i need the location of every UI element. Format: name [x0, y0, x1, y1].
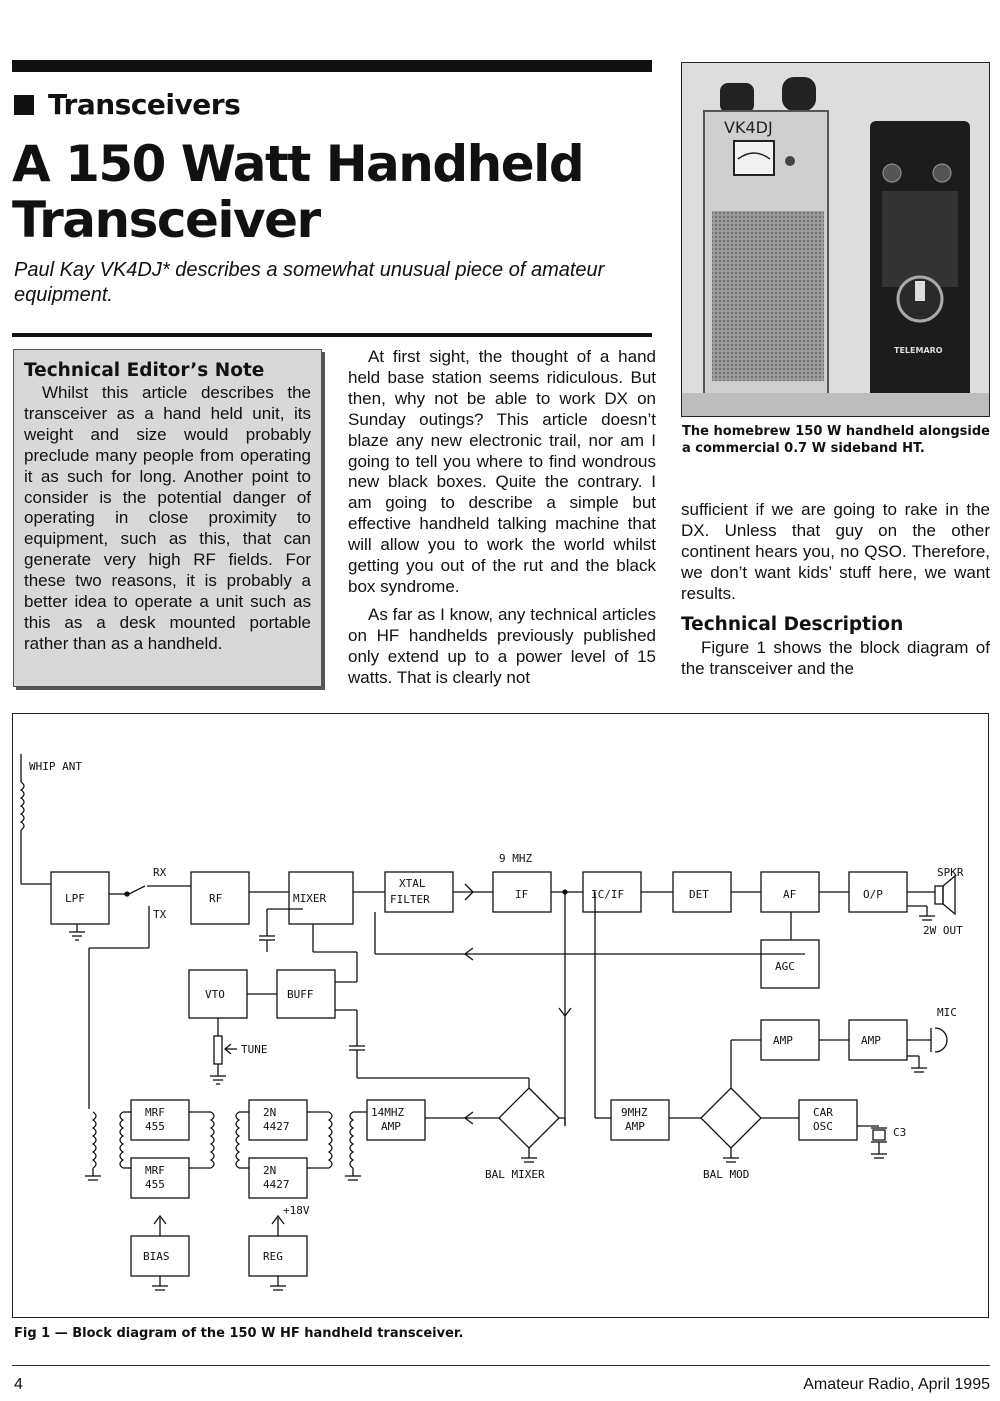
block-xtal-label-1: XTAL	[399, 877, 426, 890]
label-c3: C3	[893, 1126, 907, 1139]
block-buff-label: BUFF	[287, 988, 314, 1001]
block-car-label-2: OSC	[813, 1120, 833, 1133]
section-label: Transceivers	[48, 88, 241, 121]
title-rule	[12, 333, 652, 337]
block-2n-b-label-2: 4427	[263, 1178, 290, 1191]
block-rf-label: RF	[209, 892, 223, 905]
section-heading	[14, 88, 240, 121]
block-mrf-b-label-1: MRF	[145, 1164, 165, 1177]
article-column-3	[681, 500, 990, 680]
editor-note-box	[13, 349, 322, 687]
paragraph: As far as I know, any technical articles on HF handhelds previously published only extend up to a power level of 15 watts. That is clearly not	[348, 604, 656, 687]
photo-callsign: VK4DJ	[724, 118, 773, 137]
block-det-label: DET	[689, 888, 709, 901]
label-bal-mixer: BAL MIXER	[485, 1168, 545, 1181]
block-if-label: IF	[515, 888, 529, 901]
block-2n-a-label-1: 2N	[263, 1106, 277, 1119]
block-9mhz-label-2: AMP	[625, 1120, 645, 1133]
block-mrf-b-label-2: 455	[145, 1178, 165, 1191]
block-agc-label: AGC	[775, 960, 795, 973]
block-2n-a-label-2: 4427	[263, 1120, 290, 1133]
label-bal-mod: BAL MOD	[703, 1168, 750, 1181]
label-spkr: SPKR	[937, 866, 964, 879]
paragraph: At first sight, the thought of a hand held base station seems ridiculous. But then, why not be able to work DX on Sunday outings? This article doesn’t blaze any new electronic trail, nor am I going to tell you where to find wondrous new black boxes. Quite the contrary. I am going to describe a simple but effective handheld talking machine that will allow you to work the world whilst getting you out of the rut and the black box syndrome.	[348, 347, 656, 596]
block-diagram-svg	[13, 714, 988, 1317]
block-14mhz-label-2: AMP	[381, 1120, 401, 1133]
figure-caption: Fig 1 — Block diagram of the 150 W HF handheld transceiver.	[14, 1326, 464, 1341]
block-reg-label: REG	[263, 1250, 283, 1263]
label-mic: MIC	[937, 1006, 957, 1019]
photo-brand: TELEMARO	[894, 346, 943, 355]
block-14mhz-label-1: 14MHZ	[371, 1106, 405, 1119]
editor-note-heading: Technical Editor’s Note	[24, 360, 265, 381]
block-lpf-label: LPF	[65, 892, 85, 905]
label-tune: TUNE	[241, 1043, 268, 1056]
label-9mhz: 9 MHZ	[499, 852, 533, 865]
label-2w-out: 2W OUT	[923, 924, 963, 937]
block-bias-label: BIAS	[143, 1250, 170, 1263]
page-number: 4	[14, 1376, 23, 1393]
photo-caption: The homebrew 150 W handheld alongside a commercial 0.7 W sideband HT.	[682, 424, 990, 456]
article-column-2	[348, 347, 656, 696]
footer-rule	[12, 1365, 990, 1366]
label-whip-ant: WHIP ANT	[29, 760, 82, 773]
label-rx: RX	[153, 866, 167, 879]
article-title: A 150 Watt Handheld Transceiver	[12, 135, 584, 249]
block-xtal-label-2: FILTER	[390, 893, 430, 906]
label-plus-18v: +18V	[283, 1204, 310, 1217]
block-2n-b-label-1: 2N	[263, 1164, 277, 1177]
block-car-label-1: CAR	[813, 1106, 833, 1119]
block-mrf-a-label-2: 455	[145, 1120, 165, 1133]
block-amp-a-label: AMP	[773, 1034, 793, 1047]
top-rule	[12, 60, 652, 72]
editor-note-body: Whilst this article describes the transceiver as a hand held unit, its weight and size would probably preclude many people from operating it as such for long. Another point to consider is the potential danger of operating in close proximity to equipment, such as this, that can generate very high RF fields. For these two reasons, it is probably a better idea to operate a unit such as this as a desk mounted portable rather than as a handheld.	[24, 383, 311, 653]
block-mixer-label: MIXER	[293, 892, 327, 905]
subheading-technical-description: Technical Description	[681, 613, 904, 635]
bullet-square-icon	[14, 95, 34, 115]
block-icif-label: IC/IF	[591, 888, 625, 901]
label-tx: TX	[153, 908, 167, 921]
block-af-label: AF	[783, 888, 797, 901]
block-9mhz-label-1: 9MHZ	[621, 1106, 648, 1119]
photo-illustration	[682, 63, 989, 416]
block-diagram	[12, 713, 989, 1318]
paragraph: Figure 1 shows the block diagram of the transceiver and the	[681, 638, 990, 679]
article-byline: Paul Kay VK4DJ* describes a somewhat unusual piece of amateur equipment.	[14, 259, 605, 306]
block-amp-b-label: AMP	[861, 1034, 881, 1047]
block-vto-label: VTO	[205, 988, 225, 1001]
publication-footer: Amateur Radio, April 1995	[803, 1376, 990, 1393]
block-op-label: O/P	[863, 888, 883, 901]
block-mrf-a-label-1: MRF	[145, 1106, 165, 1119]
paragraph: sufficient if we are going to rake in the DX. Unless that guy on the other continent hears you, no QSO. Therefore, we don’t want kids’ stuff here, we want results.	[681, 500, 990, 603]
transceiver-photo	[681, 62, 990, 417]
